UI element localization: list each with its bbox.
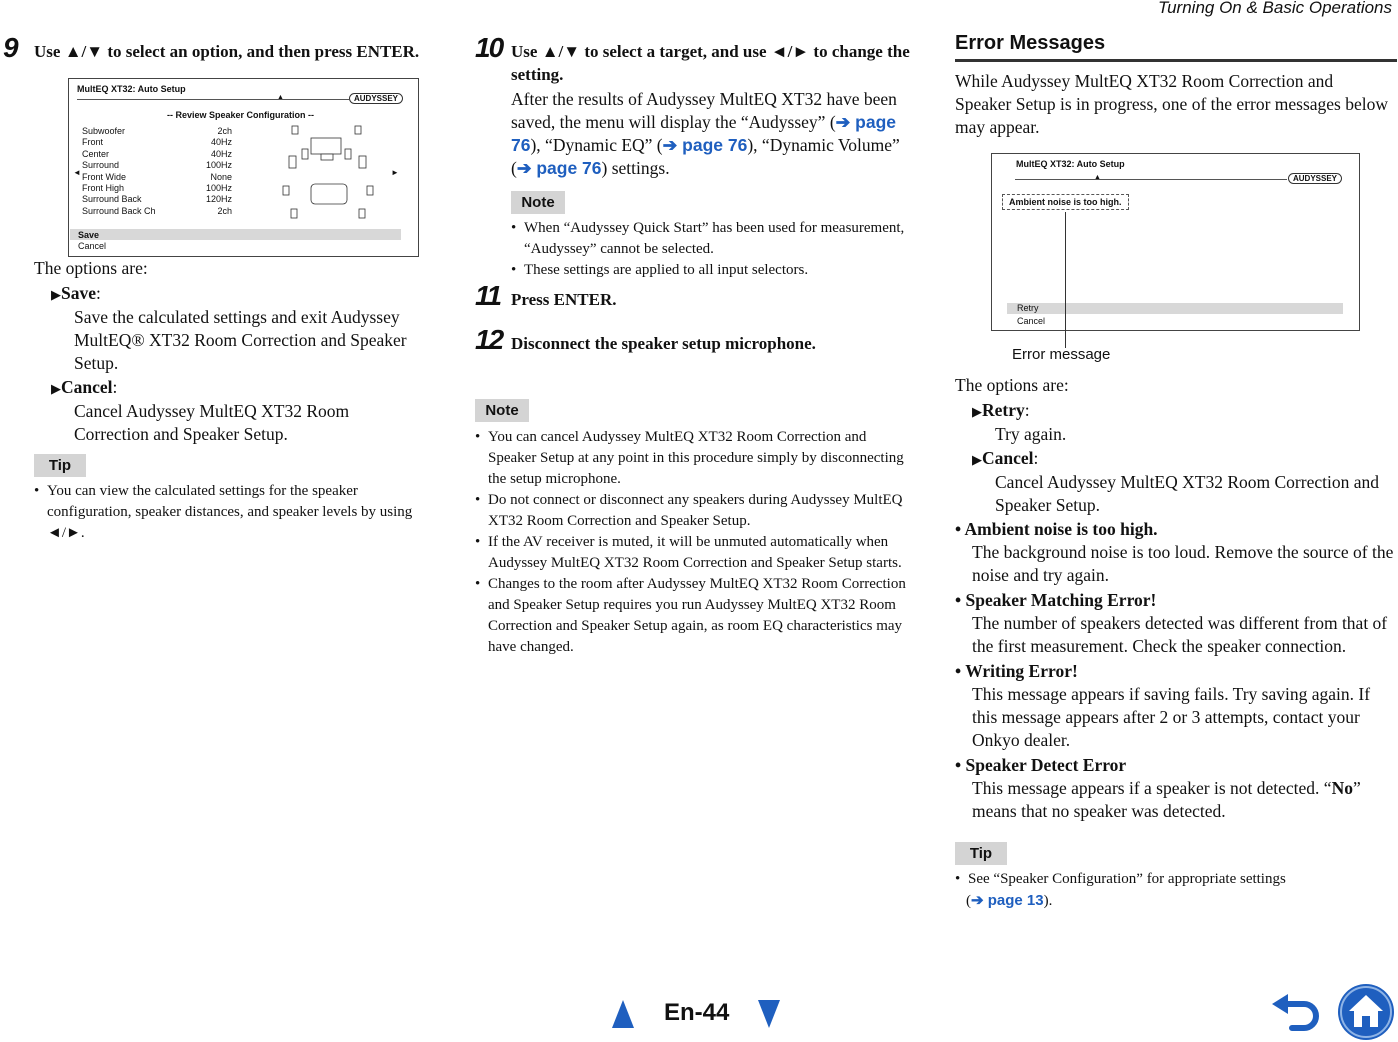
- option-retry-desc: Try again.: [995, 424, 1067, 444]
- option-cancel-desc: Cancel Audyssey MultEQ XT32 Room Correction and Speaker Setup.: [995, 472, 1379, 515]
- audyssey-logo: AUDYSSEY: [1288, 173, 1342, 184]
- screen-title: MultEQ XT32: Auto Setup: [1016, 159, 1125, 169]
- option-cancel: ▶Cancel: Cancel Audyssey MultEQ XT32 Room Correction and Speaker Setup.: [51, 376, 446, 446]
- cancel-option[interactable]: Cancel: [1017, 316, 1046, 326]
- left-arrow-icon: ◄: [73, 168, 81, 177]
- step-number: 11: [475, 280, 501, 311]
- callout-line: [1065, 212, 1066, 348]
- config-row: Surround 100Hz: [82, 160, 232, 171]
- cancel-option[interactable]: Cancel: [78, 241, 107, 251]
- step-9: [3, 32, 449, 63]
- error-item: • Writing Error! This message appears if saving fails. Try saving again. If this message appears after 2 or 3 attempts, contact your Onkyo dealer.: [955, 661, 1371, 750]
- screen-heading: -- Review Speaker Configuration --: [167, 110, 315, 120]
- config-row: Front 40Hz: [82, 137, 232, 148]
- back-icon[interactable]: [1268, 994, 1324, 1034]
- option-save-desc: Save the calculated settings and exit Audyssey MultEQ® XT32 Room Correction and Speaker Setup.: [74, 307, 407, 373]
- option-cancel: ▶Cancel: Cancel Audyssey MultEQ XT32 Room Correction and Speaker Setup.: [972, 447, 1392, 517]
- option-save: ▶Save: Save the calculated settings and exit Audyssey MultEQ® XT32 Room Correction and Speaker Setup.: [51, 282, 446, 375]
- note-list: [475, 427, 915, 658]
- previous-page-icon[interactable]: [611, 998, 635, 1030]
- step-10-description: After the results of Audyssey MultEQ XT32 have been saved, the menu will display the “Audyssey” (➔ page 76), “Dynamic EQ” (➔ page 76), “Dynamic Volume” (➔ page 76) settings.: [511, 89, 900, 178]
- section-intro: While Audyssey MultEQ XT32 Room Correction and Speaker Setup is in progress, one of the error messages below may appear.: [955, 71, 1389, 137]
- error-list: [955, 518, 1395, 823]
- config-row: Front High 100Hz: [82, 182, 232, 193]
- note-badge: Note: [475, 399, 529, 422]
- option-retry: ▶Retry: Try again.: [972, 399, 1392, 446]
- config-row: Center 40Hz: [82, 148, 232, 159]
- page-13-link[interactable]: ➔ page 13: [971, 892, 1044, 909]
- step-text: Press ENTER.: [511, 290, 617, 309]
- step-12: [475, 324, 906, 355]
- error-item: • Speaker Matching Error! The number of speakers detected was different from that of the first measurement. Check the speaker connection.: [955, 590, 1388, 656]
- home-icon[interactable]: [1336, 983, 1396, 1041]
- step-11: [475, 280, 906, 311]
- note-item: • When “Audyssey Quick Start” has been used for measurement, “Audyssey” cannot be selected.: [511, 218, 906, 260]
- note-item: • Changes to the room after Audyssey MultEQ XT32 Room Correction and Speaker Setup requires you run Audyssey MultEQ XT32 Room Correction and Speaker Setup again, as room EQ characteristics may have changed.: [475, 574, 915, 658]
- tip-item: • See “Speaker Configuration” for appropriate settings (➔ page 13).: [955, 869, 1385, 912]
- note-badge: Note: [511, 191, 565, 214]
- retry-option-highlight[interactable]: [1007, 303, 1343, 314]
- speaker-layout-diagram-icon: [281, 123, 381, 223]
- error-message-box: Ambient noise is too high.: [1002, 194, 1129, 210]
- step-text: Use ▲/▼ to select a target, and use ◄/► to change the setting.: [511, 42, 910, 84]
- next-page-icon[interactable]: [757, 998, 781, 1030]
- page-header-title: Turning On & Basic Operations: [1157, 0, 1392, 17]
- error-item: • Speaker Detect Error This message appears if a speaker is not detected. “No” means that no speaker was detected.: [955, 755, 1361, 821]
- page-76-link[interactable]: ➔ page 76: [662, 135, 748, 155]
- note-item: • You can cancel Audyssey MultEQ XT32 Room Correction and Speaker Setup at any point in this procedure simply by disconnecting the setup microphone.: [475, 427, 915, 490]
- step-text: Disconnect the speaker setup microphone.: [511, 334, 816, 353]
- section-title: Error Messages: [955, 32, 1106, 54]
- audyssey-logo: AUDYSSEY: [349, 93, 403, 104]
- note-item: • These settings are applied to all input selectors.: [511, 260, 906, 281]
- page-76-link[interactable]: ➔ page 76: [511, 112, 897, 155]
- screen-title: MultEQ XT32: Auto Setup: [77, 84, 186, 94]
- save-option-highlight[interactable]: [70, 229, 401, 240]
- tip-item: • You can view the calculated settings for the speaker configuration, speaker distances, and speaker levels by using ◄/►.: [34, 481, 432, 544]
- auto-setup-screen: MultEQ XT32: Auto Setup ▲ AUDYSSEY -- Review Speaker Configuration -- ◄ ► Subwoofer 2ch Front 40Hz Center 40Hz Surround 100Hz Front Wide None Front High 100Hz Surround Back 120Hz Surround Back Ch 2ch Save Cancel: [68, 78, 419, 257]
- note-item: • Do not connect or disconnect any speakers during Audyssey MultEQ XT32 Room Correction and Speaker Setup.: [475, 490, 915, 532]
- page-number: En-44: [664, 999, 730, 1026]
- note-list: [511, 218, 906, 281]
- section-divider: [955, 59, 1397, 62]
- error-message-callout: Error message: [1012, 346, 1111, 363]
- step-text: Use ▲/▼ to select an option, and then press ENTER.: [34, 42, 420, 61]
- speaker-config-list: [82, 126, 232, 217]
- step-number: 12: [475, 324, 503, 355]
- tip-badge: Tip: [955, 842, 1007, 865]
- right-arrow-icon: ►: [391, 168, 399, 177]
- save-option[interactable]: Save: [78, 230, 100, 240]
- tip-badge: Tip: [34, 454, 86, 477]
- config-row: Surround Back 120Hz: [82, 194, 232, 205]
- option-cancel-desc: Cancel Audyssey MultEQ XT32 Room Correction and Speaker Setup.: [74, 401, 350, 444]
- error-item: • Ambient noise is too high. The background noise is too loud. Remove the source of the noise and try again.: [955, 519, 1394, 585]
- step-10: [475, 32, 916, 86]
- note-item: • If the AV receiver is muted, it will be unmuted automatically when Audyssey MultEQ XT32 Room Correction and Speaker Setup starts.: [475, 532, 915, 574]
- options-intro: The options are:: [34, 258, 148, 278]
- options-intro: The options are:: [955, 375, 1069, 395]
- step-number: 10: [475, 32, 503, 63]
- error-screen: MultEQ XT32: Auto Setup ▲ AUDYSSEY Ambient noise is too high. Retry Cancel: [991, 153, 1360, 331]
- step-number: 9: [3, 32, 17, 63]
- config-row: Surround Back Ch 2ch: [82, 205, 232, 216]
- retry-option[interactable]: Retry: [1017, 303, 1039, 313]
- config-row: Subwoofer 2ch: [82, 126, 232, 136]
- page-76-link[interactable]: ➔ page 76: [516, 158, 602, 178]
- config-row: Front Wide None: [82, 171, 232, 182]
